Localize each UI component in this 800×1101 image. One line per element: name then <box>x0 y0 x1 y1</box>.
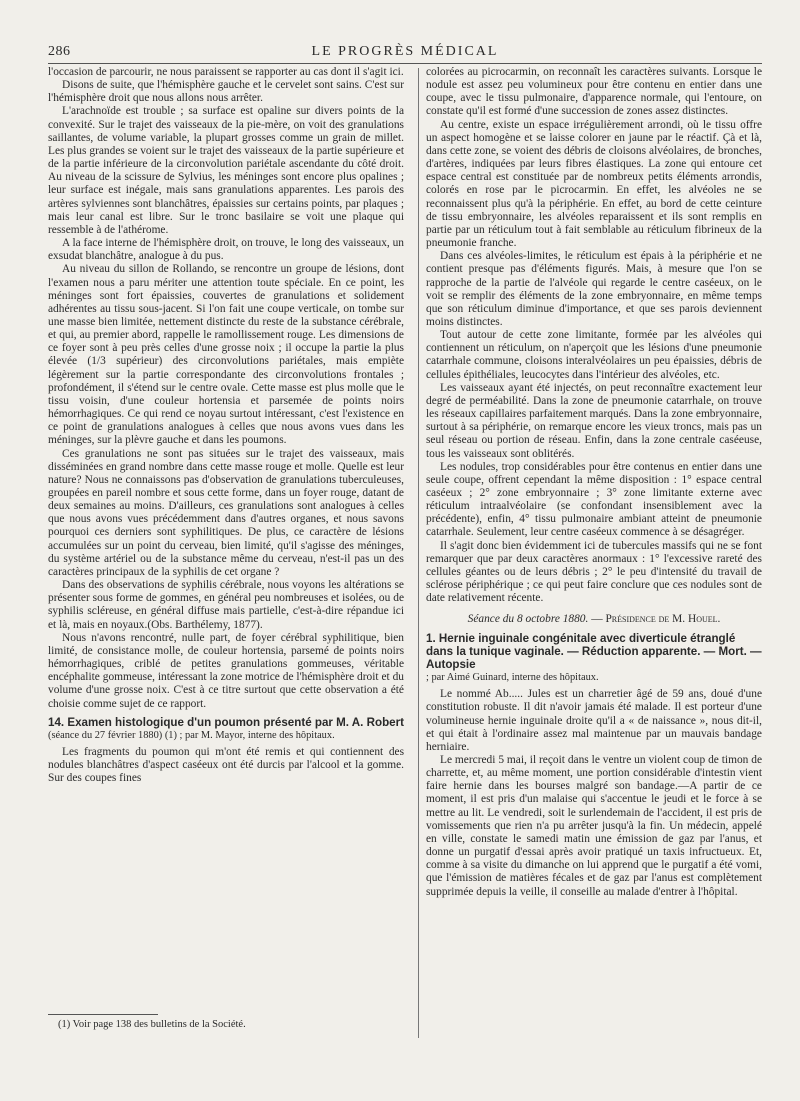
left-column <box>48 66 404 1014</box>
paragraph: Dans ces alvéoles-limites, le réticulum est épais à la périphérie et ne contient presque pas d'éléments figurés. Mais, à mesure que l'on se rapproche de la partie de l'alvéole qui regarde le centre caséeux, on le voit se remplir des éléments de la zone embryonnaire, en même temps que son réticulum diminue d'importance, et que ses parois deviennent moins distinctes. <box>426 250 762 328</box>
paragraph: Nous n'avons rencontré, nulle part, de foyer cérébral syphilitique, bien limité, de consistance molle, de couleur hortensia, parsemé de points noirs hémorrhagiques, criblé de petites granulations gommeuses, véritable encéphalite gommeuse, intéressant la zone motrice de l'hémisphère droit et du volume d'une grosse noix. C'est à ce titre surtout que cette observation a été choisie comme sujet de ce rapport. <box>48 631 404 710</box>
footnote: (1) Voir page 138 des bulletins de la Société. <box>58 1019 246 1030</box>
paragraph: L'arachnoïde est trouble ; sa surface est opaline sur divers points de la convexité. Sur le trajet des vaisseaux de la pie-mère, on voit des granulations saillantes, de volume variable, la plupart grosses comme un grain de millet. Les plus grandes se voient sur le trajet des vaisseaux de la partie supérieure et de la partie inférieure de la circonvolution pariétale ascendante du côté droit. Au niveau de la scissure de Sylvius, les méninges sont encore plus opalines ; leur surface est inégale, mais sans granulations apparentes. Les parois des artères sylviennes sont blanchâtres, épaissies sur certains points, par plaques ; mais leur canal est libre. Sur le tronc basilaire se voit une plaque qui ressemble à de l'athérome. <box>48 105 404 236</box>
paragraph: Les nodules, trop considérables pour être contenus en entier dans une seule coupe, offrent cependant la même disposition : 1° espace central caséeux ; 2° zone embryonnaire ; 3° zone limitante externe avec réticulum intraalvéolaire (se confondant insensiblement avec la précédente), enfin, 4° tissu pulmonaire ambiant atteint de pneumonie catarrhale. Seulement, leur centre caséeux commence à se désagréger. <box>426 460 762 539</box>
column-divider <box>418 68 419 1038</box>
session-presidency: — Présidence de M. Houel. <box>588 613 721 626</box>
paragraph: Les fragments du poumon qui m'ont été remis et qui contiennent des nodules blanchâtres d'aspect caséeux ont été durcis par l'alcool et la gomme. Sur des coupes fines <box>48 745 404 785</box>
paragraph: colorées au picrocarmin, on reconnaît les caractères suivants. Lorsque le nodule est assez peu volumineux pour être contenu en entier dans une coupe, avec le tissu pulmonaire, d'apparence normale, qui l'entoure, on constate qu'il est formé d'une succession de zones assez distinctes. <box>426 66 762 118</box>
session-heading <box>426 613 762 626</box>
section-14-title: 14. Examen histologique d'un poumon présenté par M. A. Robert <box>48 715 404 729</box>
running-title: LE PROGRÈS MÉDICAL <box>311 44 499 59</box>
paragraph: Le mercredi 5 mai, il reçoit dans le ventre un violent coup de timon de charrette, et, au même moment, une portion considérable d'intestin vient faire hernie dans les bourses malgré son bandage.—A partir de ce moment, il est pris d'un malaise qui s'accentue le jeudi et le force à se mettre au lit. Le vendredi, soit le surlendemain de l'accident, il est pris de vomissements que rien n'a pu arrêter jusqu'à la fin. Un médecin, appelé en ville, constate le samedi matin une émission de gaz par l'anus, et donne un purgatif d'essai après avoir pratiqué un taxis infructueux. Et, comme à sa visite du dimanche on lui apprend que le purgatif a été vomi, que l'émission de matières fécales et de gaz par l'anus est complètement supprimée depuis la veille, il conseille au malade d'entrer à l'hôpital. <box>426 753 762 898</box>
paragraph: Ces granulations ne sont pas situées sur le trajet des vaisseaux, mais disséminées en grand nombre dans cette masse rouge et molle. Quelle est leur nature? Nous ne connaissons pas d'observation de granulations tuberculeuses, groupées en pareil nombre et sous cette forme, dans un foyer rouge, datant de deux semaines au moins. D'ailleurs, ces granulations sont analogues à celles que nous avons vues précédemment dans d'autres organes, et nous savons pourquoi ces derniers sont syphilitiques. De plus, ce caractère de lésions accumulées sur un point du cerveau, bien limité, qu'il s'agisse des méninges, du système artériel ou de la substance même du cerveau, n'est-il pas un des caractères principaux de la syphilis de cet organe ? <box>48 447 404 578</box>
paragraph: Il s'agit donc bien évidemment ici de tubercules massifs qui ne se font remarquer que par deux caractères anormaux : 1° l'excessive rareté des cellules géantes ou de leurs débris ; 2° le peu d'intensité du travail de sclérose périphérique ; ce qui peut faire conclure que ces nodules sont de date relativement récente. <box>426 539 762 605</box>
paragraph: l'occasion de parcourir, ne nous paraissent se rapporter au cas dont il s'agit ici. <box>48 66 404 78</box>
footnote-rule <box>48 1014 158 1015</box>
header-rule <box>48 63 762 64</box>
paragraph: Disons de suite, que l'hémisphère gauche et le cervelet sont sains. C'est sur l'hémisphère droit que nous allons nous arrêter. <box>48 79 404 105</box>
right-column <box>426 66 762 1041</box>
paragraph: Les vaisseaux ayant été injectés, on peut reconnaître exactement leur degré de perméabilité. Dans la zone de pneumonie catarrhale, on trouve les réseaux capillaires parfaitement marqués. Dans la zone embryonnaire, surtout à sa périphérie, on remarque encore les vieux troncs, mais pas un seul réseau ou portion de réseau. Enfin, dans la zone centrale caséeuse, tous les vaisseaux sont oblitérés. <box>426 381 762 460</box>
page-header <box>48 44 762 64</box>
session-date: Séance du 8 octobre 1880. <box>467 613 589 626</box>
paragraph: Au centre, existe un espace irrégulièrement arrondi, où le tissu offre un aspect homogène et se laisse colorer en jaune par le réactif. Çà et là, dans cette zone, se voient des débris de cloisons alvéolaires, de bronches, d'artères, indiquées par leurs fibres élastiques. La zone qui entoure cet espace central est constituée par de nombreux petits éléments arrondis, colorés en rose par le picrocarmin. En effet, les alvéoles ne se reconnaissent plus qu'à la périphérie. En effet, au bord de cette ceinture de tissu embryonnaire, les alvéoles reparaissent et ils sont remplis en partie par un réticulum tout à fait semblable au réticulum fibrineux de la pneumonie franche. <box>426 118 762 250</box>
paragraph: Tout autour de cette zone limitante, formée par les alvéoles qui contiennent un réticulum, on n'aperçoit que les lésions d'une pneumonie catarrhale commune, cloisons interalvéolaires un peu épaissies, débris de cellules épithéliales, leucocytes dans l'intérieur des alvéoles, etc. <box>426 329 762 381</box>
paragraph: Au niveau du sillon de Rollando, se rencontre un groupe de lésions, dont l'examen nous a paru mériter une attention toute spéciale. En ce point, les méninges sont fort épaissies, couvertes de granulations et solidement adhérentes au tissu sous-jacent. Si l'on fait une coupe verticale, on tombe sur une masse bien limitée, nettement distincte du reste de la substance cérébrale, et qui, au premier abord, rappelle le ramollissement rouge. Les dimensions de ce foyer sont à peu près celles d'une grosse noix ; il occupe la partie la plus élevée (1/3 supérieur) des circonvolutions pariétales, mais empiète légèrement sur la partie correspondante des circonvolutions frontales ; profondément, il s'étend sur le centre ovale. Cette masse est plus molle que le tissu voisin, d'une couleur hortensia et parsemée de points noirs hémorrhagiques. Ce qui rend ce noyau surtout intéressant, c'est l'existence en ce point de granulations analogues à celles que nous avons vues dans les méninges, sur la plèvre gauche et dans les poumons. <box>48 263 404 447</box>
page-number: 286 <box>48 44 71 59</box>
paragraph: Le nommé Ab..... Jules est un charretier âgé de 59 ans, doué d'une constitution robuste. Il dit n'avoir jamais été malade. Il est porteur d'une volumineuse hernie inguinale droite qu'il a « de naissance », nous dit-il, et qui était à l'ordinaire assez mal maintenue par un mauvais bandage herniaire. <box>426 688 762 753</box>
section-1-title: 1. Hernie inguinale congénitale avec diverticule étranglé dans la tunique vaginale. — Réduction apparente. — Mort. — Autopsie <box>426 631 762 671</box>
paragraph: Dans des observations de syphilis cérébrale, nous voyons les altérations se présenter sous forme de gommes, en général peu nombreuses et isolées, ou de syphilis scléreuse, en général diffuse mais partielle, c'est-à-dire répandue ici et là, mais en noyaux.(Obs. Barthélemy, 1877). <box>48 579 404 631</box>
paragraph: A la face interne de l'hémisphère droit, on trouve, le long des vaisseaux, un exsudat blanchâtre, analogue à du pus. <box>48 237 404 263</box>
section-14-meta: (séance du 27 février 1880) (1) ; par M. Mayor, interne des hôpitaux. <box>48 729 335 741</box>
section-1-meta: ; par Aimé Guinard, interne des hôpitaux. <box>426 672 599 684</box>
